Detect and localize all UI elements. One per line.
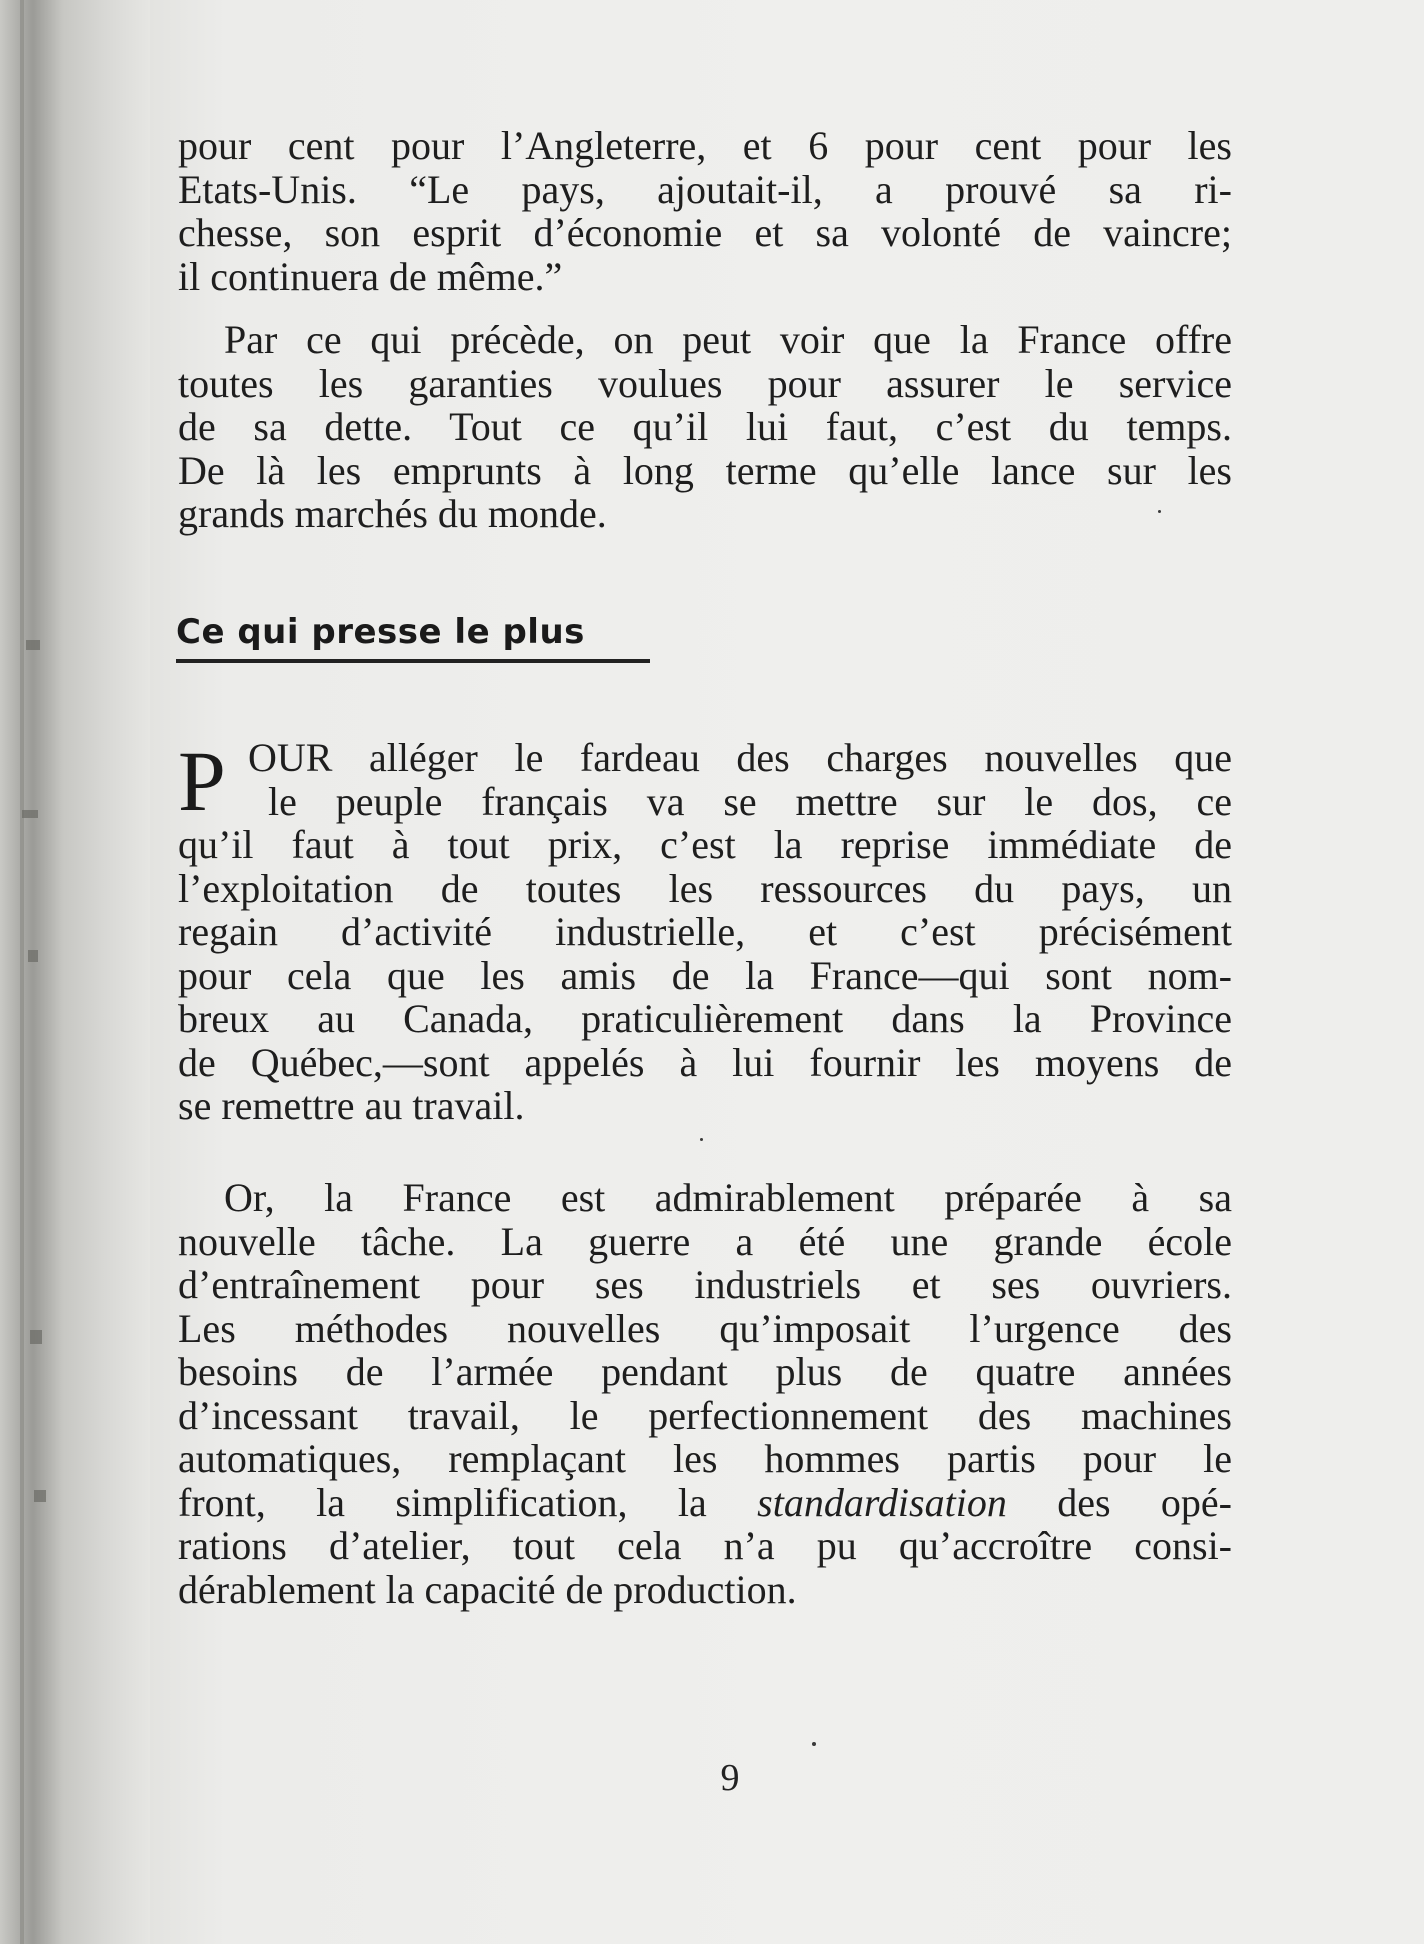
text-line: rations d’atelier, tout cela n’a pu qu’accroître consi- [178,1523,1232,1568]
binding-edge [20,0,24,1944]
text-line: pour cent pour l’Angleterre, et 6 pour cent pour les [178,123,1232,168]
text-line: OUR alléger le fardeau des charges nouvelles que [248,735,1232,780]
text-line: Or, la France est admirablement préparée à sa [224,1175,1232,1220]
text-line: Etats-Unis. “Le pays, ajoutait-il, a prouvé sa ri- [178,166,1232,212]
binding-mark [26,640,40,650]
section-heading: Ce qui presse le plus [176,612,585,652]
text-line: breux au Canada, praticulièrement dans la Province [178,996,1232,1041]
binding-mark [22,810,38,818]
paper-speck [1158,510,1161,513]
text-line [178,1481,1232,1525]
text-line: nouvelle tâche. La guerre a été une grande école [178,1218,1232,1264]
section-heading-block [176,608,656,663]
text-line: toutes les garanties voulues pour assurer le service [178,360,1232,406]
text-line: Les méthodes nouvelles qu’imposait l’urgence des [178,1305,1232,1351]
text-segment: front, la simplification, la [178,1479,707,1525]
binding-mark [34,1490,46,1502]
text-line: d’entraînement pour ses industriels et ses ouvriers. [178,1262,1232,1307]
text-line: besoins de l’armée pendant plus de quatre années [178,1349,1232,1394]
text-line: le peuple français va se mettre sur le dos, ce [268,778,1232,824]
paper-speck [812,1742,816,1746]
binding-mark [28,950,38,962]
page-number: 9 [720,1757,740,1799]
text-line: automatiques, remplaçant les hommes partis pour le [178,1436,1232,1481]
binding-mark [30,1330,42,1344]
text-line: qu’il faut à tout prix, c’est la reprise immédiate de [178,822,1232,867]
text-line: de sa dette. Tout ce qu’il lui faut, c’est du temps. [178,404,1232,449]
text-segment: des opé- [1006,1479,1232,1525]
text-line: De là les emprunts à long terme qu’elle lance sur les [178,447,1232,493]
text-line: l’exploitation de toutes les ressources du pays, un [178,865,1232,911]
drop-cap: P [178,733,226,829]
text-line: Par ce qui précède, on peut voir que la France offre [224,317,1232,362]
text-line: de Québec,—sont appelés à lui fournir les moyens de [178,1039,1232,1085]
text-line: chesse, son esprit d’économie et sa volonté de vaincre; [178,210,1232,255]
text-line: se remettre au travail. [178,1083,525,1128]
paper-speck [700,1138,703,1141]
text-line: d’incessant travail, le perfectionnement des machines [178,1392,1232,1438]
text-line: il continuera de même.” [178,253,563,299]
paragraph-2 [178,318,1232,536]
paragraph-3 [178,733,1232,1128]
paragraph-1 [178,124,1232,298]
text-line: grands marchés du monde. [178,491,607,536]
paragraph-4 [178,1176,1232,1611]
italic-word: standardisation [757,1479,1007,1525]
heading-underline [176,659,650,663]
text-line: pour cela que les amis de la France—qui sont nom- [178,952,1232,998]
text-line: regain d’activité industrielle, et c’est précisément [178,909,1232,954]
text-line: dérablement la capacité de production. [178,1566,797,1612]
